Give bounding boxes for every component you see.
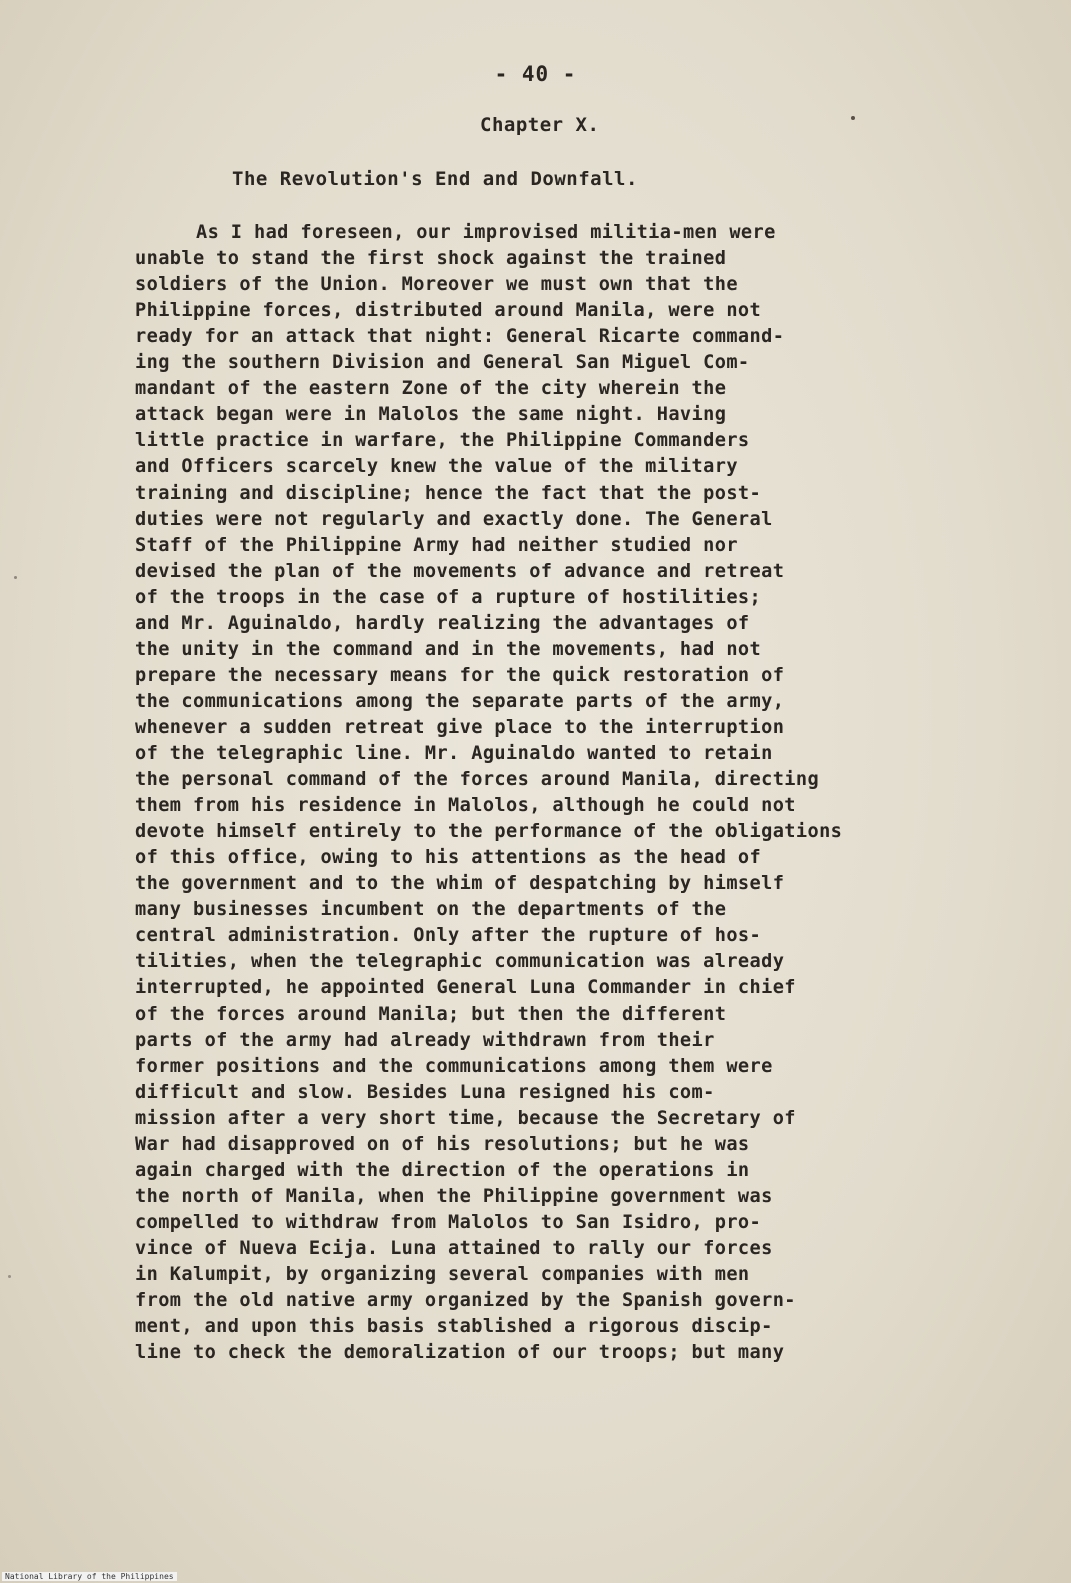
- text-line: whenever a sudden retreat give place to the interruption: [135, 716, 785, 738]
- text-line: the unity in the command and in the movements, had not: [135, 638, 762, 660]
- chapter-heading: Chapter X.: [480, 114, 600, 136]
- text-line: line to check the demoralization of our troops; but many: [135, 1342, 785, 1364]
- ink-speck: [8, 1275, 11, 1278]
- text-line: the personal command of the forces around Manila, directing: [135, 769, 820, 791]
- text-line: mission after a very short time, because the Secretary of: [135, 1107, 796, 1129]
- text-line: central administration. Only after the rupture of hos-: [135, 925, 762, 947]
- text-line: and Mr. Aguinaldo, hardly realizing the advantages of: [135, 612, 750, 634]
- text-line: in Kalumpit, by organizing several companies with men: [135, 1264, 750, 1285]
- text-line: vince of Nueva Ecija. Luna attained to rally our forces: [135, 1237, 773, 1259]
- text-line: from the old native army organized by the Spanish govern-: [135, 1290, 796, 1312]
- text-line: of the forces around Manila; but then the different: [135, 1003, 727, 1025]
- text-line: many businesses incumbent on the departments of the: [135, 899, 727, 921]
- page-number: - 40 -: [494, 62, 577, 86]
- text-line: and Officers scarcely knew the value of the military: [135, 456, 738, 478]
- ink-speck: [851, 116, 855, 120]
- text-line: duties were not regularly and exactly done. The General: [135, 508, 773, 530]
- text-line: devote himself entirely to the performance of the obligations: [135, 821, 843, 843]
- text-line: little practice in warfare, the Philippine Commanders: [135, 430, 750, 452]
- text-line: of the telegraphic line. Mr. Aguinaldo wanted to retain: [135, 743, 773, 764]
- text-line: devised the plan of the movements of advance and retreat: [135, 560, 785, 582]
- ink-speck: [14, 576, 17, 579]
- text-line: ing the southern Division and General San Miguel Com-: [135, 352, 750, 374]
- text-line: training and discipline; hence the fact that the post-: [135, 482, 762, 504]
- text-line: unable to stand the first shock against the trained: [135, 248, 727, 270]
- text-line: of the troops in the case of a rupture of hostilities;: [135, 586, 762, 608]
- text-line: of this office, owing to his attentions as the head of: [135, 847, 762, 869]
- text-line: War had disapproved on of his resolutions; but he was: [135, 1133, 750, 1155]
- text-line: ment, and upon this basis stablished a rigorous discip-: [135, 1316, 773, 1338]
- text-line: the north of Manila, when the Philippine government was: [135, 1185, 773, 1207]
- library-footer: National Library of the Philippines: [2, 1572, 177, 1581]
- text-line: mandant of the eastern Zone of the city wherein the: [135, 378, 727, 400]
- text-line: tilities, when the telegraphic communication was already: [135, 951, 785, 973]
- text-line: Philippine forces, distributed around Manila, were not: [135, 300, 762, 322]
- text-line: them from his residence in Malolos, although he could not: [135, 795, 796, 817]
- text-line: attack began were in Malolos the same night. Having: [135, 404, 727, 426]
- text-line: the government and to the whim of despatching by himself: [135, 873, 785, 895]
- text-line: interrupted, he appointed General Luna Commander in chief: [135, 977, 796, 999]
- text-line: prepare the necessary means for the quick restoration of: [135, 664, 785, 686]
- text-line: Staff of the Philippine Army had neither studied nor: [135, 534, 738, 556]
- text-line: again charged with the direction of the operations in: [135, 1159, 750, 1181]
- text-line: the communications among the separate parts of the army,: [135, 690, 785, 712]
- text-line: ready for an attack that night: General Ricarte command-: [135, 326, 785, 348]
- text-line: difficult and slow. Besides Luna resigned his com-: [135, 1081, 715, 1103]
- text-line: As I had foreseen, our improvised militia-men were: [196, 222, 776, 243]
- text-line: parts of the army had already withdrawn from their: [135, 1029, 715, 1051]
- section-title: The Revolution's End and Downfall.: [232, 168, 638, 190]
- text-line: former positions and the communications among them were: [135, 1055, 773, 1077]
- text-line: compelled to withdraw from Malolos to San Isidro, pro-: [135, 1211, 762, 1233]
- text-line: soldiers of the Union. Moreover we must own that the: [135, 274, 738, 296]
